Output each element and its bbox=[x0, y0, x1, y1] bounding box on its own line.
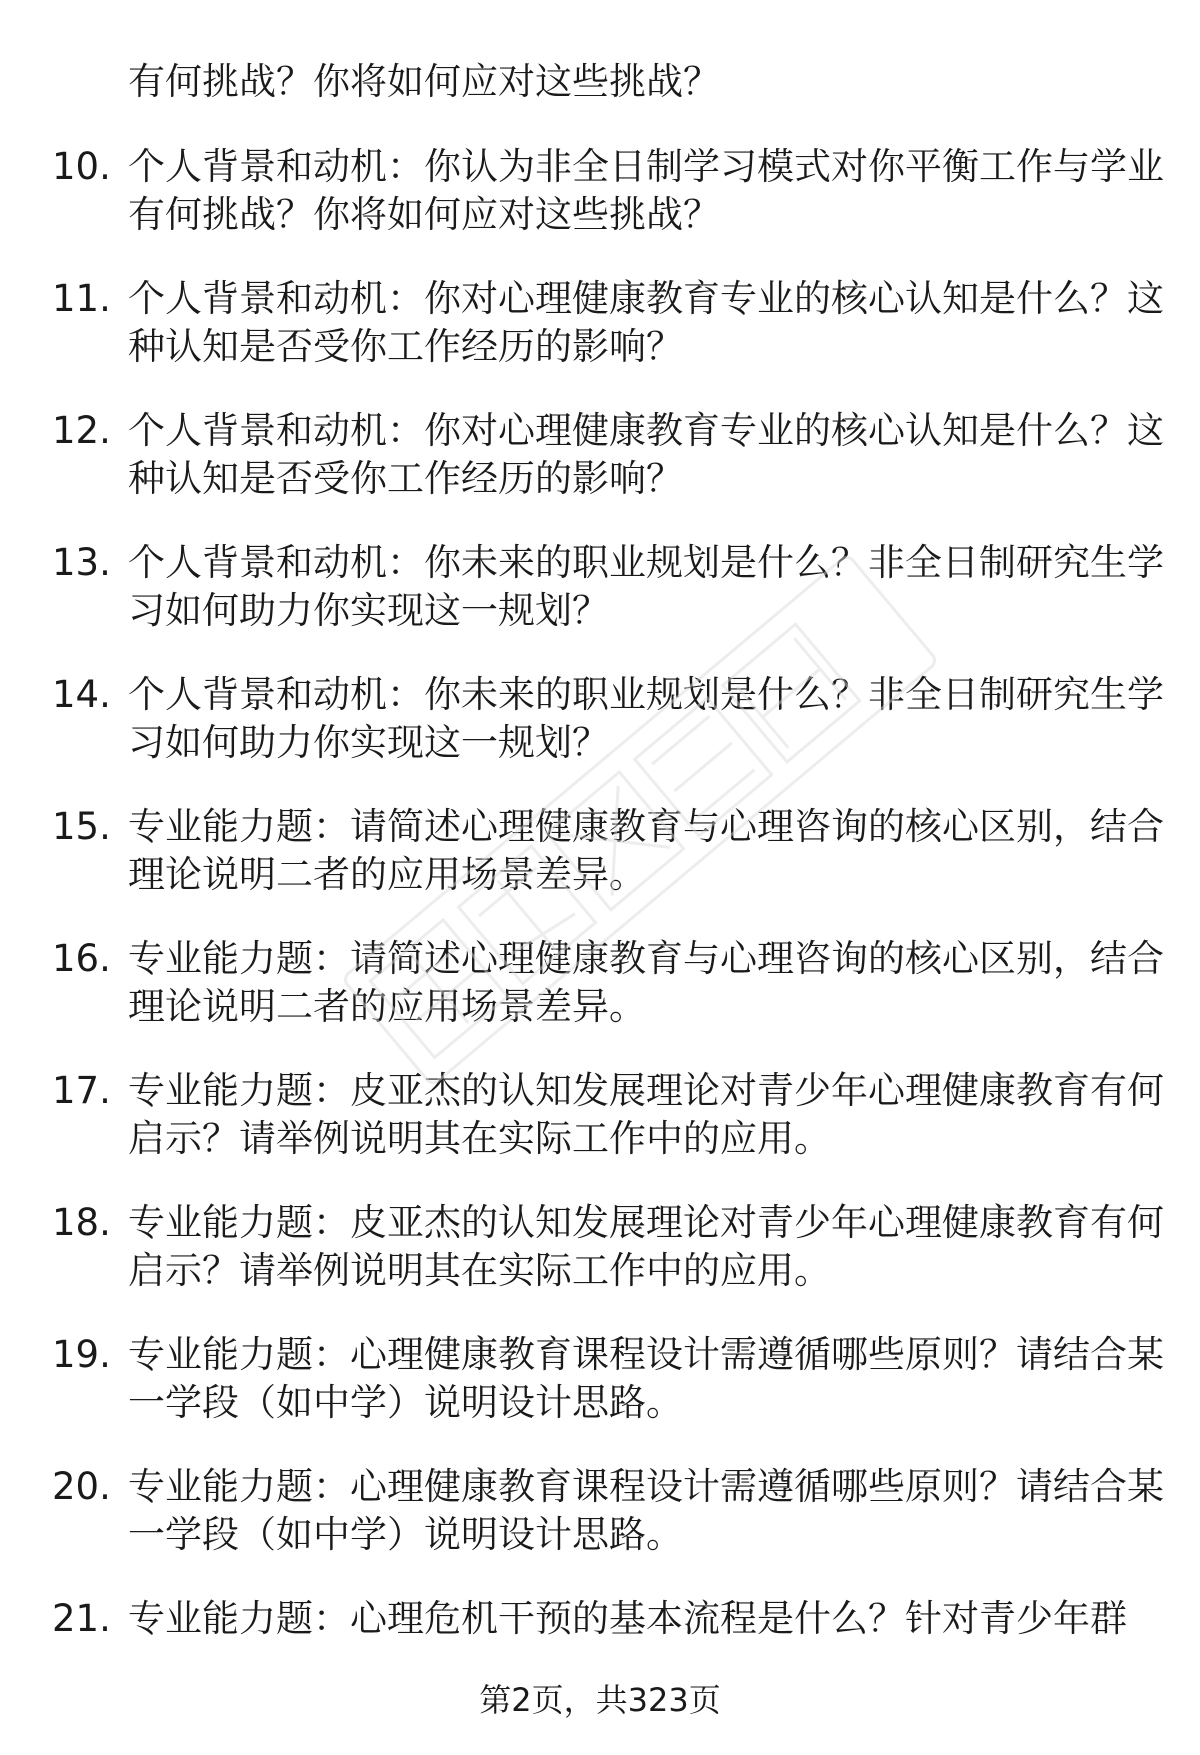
question-text bbox=[128, 275, 1164, 371]
question-text bbox=[128, 143, 1164, 239]
question-text bbox=[128, 803, 1164, 899]
question-text-line: 习如何助力你实现这一规划？ bbox=[128, 721, 609, 764]
question-text-line: 启示？请举例说明其在实际工作中的应用。 bbox=[128, 1117, 831, 1160]
question-text-line: 个人背景和动机：你认为非全日制学习模式对你平衡工作与学业 bbox=[128, 145, 1164, 188]
question-text bbox=[128, 1199, 1164, 1295]
question-text-line: 习如何助力你实现这一规划？ bbox=[128, 589, 609, 632]
question-number: 19. bbox=[52, 1333, 111, 1376]
question-item bbox=[0, 275, 1200, 407]
question-text bbox=[128, 1463, 1164, 1559]
question-number: 14. bbox=[52, 673, 111, 716]
question-number: 18. bbox=[52, 1201, 111, 1244]
question-text-line: 专业能力题：心理健康教育课程设计需遵循哪些原则？请结合某 bbox=[128, 1333, 1164, 1376]
question-number: 15. bbox=[52, 805, 111, 848]
question-item bbox=[0, 407, 1200, 539]
question-number: 16. bbox=[52, 937, 111, 980]
question-text-line: 专业能力题：皮亚杰的认知发展理论对青少年心理健康教育有何 bbox=[128, 1069, 1164, 1112]
question-text-line: 一学段（如中学）说明设计思路。 bbox=[128, 1381, 683, 1424]
question-number: 21. bbox=[52, 1597, 111, 1640]
question-text-line: 专业能力题：心理危机干预的基本流程是什么？针对青少年群 bbox=[128, 1597, 1127, 1640]
question-text-line: 个人背景和动机：你对心理健康教育专业的核心认知是什么？这 bbox=[128, 409, 1164, 452]
question-item bbox=[0, 803, 1200, 935]
question-item bbox=[0, 671, 1200, 803]
question-text-line: 种认知是否受你工作经历的影响？ bbox=[128, 325, 683, 368]
question-text bbox=[128, 671, 1164, 767]
page-number: 第2页，共323页 bbox=[479, 1681, 721, 1719]
question-number: 13. bbox=[52, 541, 111, 584]
question-item bbox=[0, 539, 1200, 671]
question-text-line: 理论说明二者的应用场景差异。 bbox=[128, 853, 646, 896]
question-text-line: 一学段（如中学）说明设计思路。 bbox=[128, 1513, 683, 1556]
question-text-line: 个人背景和动机：你未来的职业规划是什么？非全日制研究生学 bbox=[128, 673, 1164, 716]
question-text bbox=[128, 1595, 1138, 1643]
question-text-line: 个人背景和动机：你对心理健康教育专业的核心认知是什么？这 bbox=[128, 277, 1164, 320]
question-text bbox=[128, 935, 1164, 1031]
question-text-line: 理论说明二者的应用场景差异。 bbox=[128, 985, 646, 1028]
question-text-line: 个人背景和动机：你未来的职业规划是什么？非全日制研究生学 bbox=[128, 541, 1164, 584]
question-text bbox=[128, 1331, 1164, 1427]
question-text bbox=[128, 1067, 1164, 1163]
question-item bbox=[0, 1331, 1200, 1463]
question-text bbox=[128, 539, 1164, 635]
question-text-line: 有何挑战？你将如何应对这些挑战？ bbox=[128, 193, 720, 236]
continued-question-text: 有何挑战？你将如何应对这些挑战？ bbox=[128, 60, 720, 103]
question-text-line: 专业能力题：心理健康教育课程设计需遵循哪些原则？请结合某 bbox=[128, 1465, 1164, 1508]
question-item bbox=[0, 935, 1200, 1067]
question-number: 17. bbox=[52, 1069, 111, 1112]
question-list bbox=[0, 143, 1200, 1727]
question-text-line: 种认知是否受你工作经历的影响？ bbox=[128, 457, 683, 500]
question-text-line: 专业能力题：皮亚杰的认知发展理论对青少年心理健康教育有何 bbox=[128, 1201, 1164, 1244]
question-number: 10. bbox=[52, 145, 111, 188]
question-number: 11. bbox=[52, 277, 111, 320]
question-item bbox=[0, 1067, 1200, 1199]
question-item bbox=[0, 1199, 1200, 1331]
question-text-line: 启示？请举例说明其在实际工作中的应用。 bbox=[128, 1249, 831, 1292]
question-text-line: 专业能力题：请简述心理健康教育与心理咨询的核心区别，结合 bbox=[128, 805, 1164, 848]
question-number: 20. bbox=[52, 1465, 111, 1508]
question-item bbox=[0, 143, 1200, 275]
question-text bbox=[128, 407, 1164, 503]
question-number: 12. bbox=[52, 409, 111, 452]
question-item bbox=[0, 1463, 1200, 1595]
question-text-line: 专业能力题：请简述心理健康教育与心理咨询的核心区别，结合 bbox=[128, 937, 1164, 980]
